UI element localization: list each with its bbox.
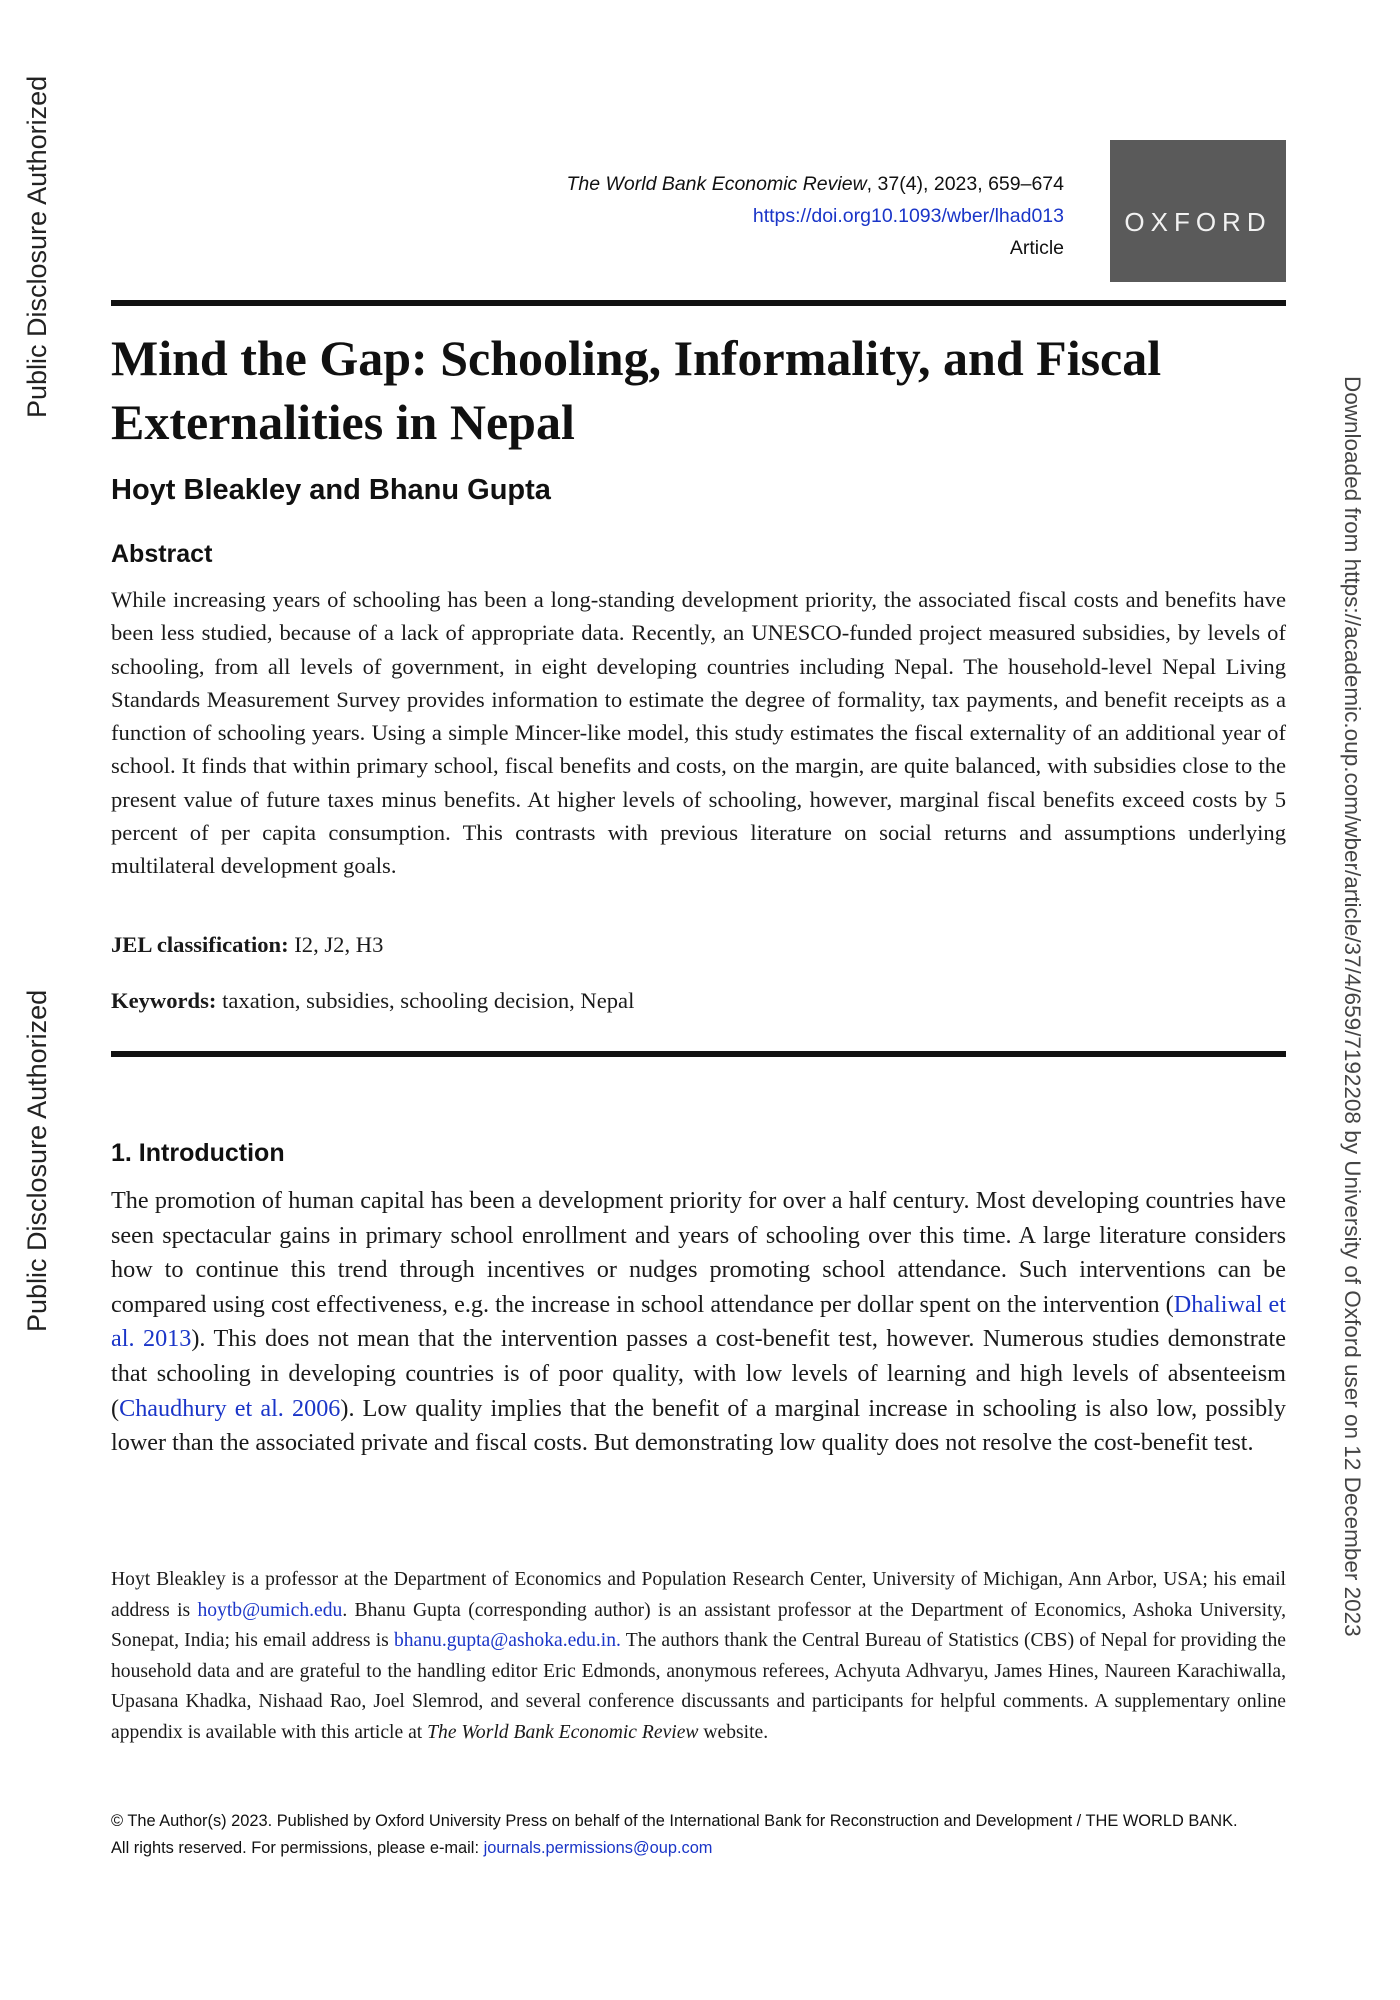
journal-name: The World Bank Economic Review <box>566 173 867 195</box>
introduction-heading: 1. Introduction <box>111 1139 285 1167</box>
jel-label: JEL classification: <box>111 932 289 957</box>
keywords-value: taxation, subsidies, schooling decision, Nepal <box>216 988 635 1013</box>
paper-title: Mind the Gap: Schooling, Informality, and Fiscal Externalities in Nepal <box>111 330 1162 450</box>
journal-citation <box>566 168 1064 200</box>
oxford-logo: OXFORD <box>1110 140 1286 282</box>
citation-link-chaudhury[interactable]: Chaudhury et al. 2006 <box>119 1394 341 1422</box>
header-rule <box>111 300 1286 306</box>
abstract-heading: Abstract <box>111 540 213 568</box>
intro-text-3: ). Low quality implies that the benefit of a marginal increase in schooling is also low, possibly lower than the associated private and fiscal costs. But demonstrating low quality does not resolve the cost-benefit test. <box>111 1394 1286 1457</box>
keywords-label: Keywords: <box>111 988 217 1013</box>
keywords <box>111 988 634 1014</box>
jel-classification <box>111 932 383 958</box>
author-footnote <box>111 1565 1286 1748</box>
footnote-text-3: The authors thank the Central Bureau of Statistics (CBS) of Nepal for providing the household data and are grateful to the handling editor Eric Edmonds, anonymous referees, Achyuta Adhvaryu, James Hines, Naureen Karachiwalla, Upasana Khadka, Nishaad Rao, Joel Slemrod, and several conference discussants and participants for helpful comments. A supplementary online appendix is available with this article at <box>111 1630 1286 1743</box>
permissions-email-link[interactable]: journals.permissions@oup.com <box>483 1839 713 1857</box>
permissions-text: All rights reserved. For permissions, please e-mail: <box>111 1839 484 1857</box>
doi-link[interactable]: https://doi.org10.1093/wber/lhad013 <box>752 205 1064 227</box>
footnote-journal-name: The World Bank Economic Review <box>427 1721 699 1743</box>
paper-authors: Hoyt Bleakley and Bhanu Gupta <box>111 474 551 506</box>
introduction-paragraph <box>111 1184 1286 1461</box>
citation-link-dhaliwal[interactable]: Dhaliwal et al. 2013 <box>111 1290 1286 1353</box>
download-watermark: Downloaded from https://academic.oup.com/wber/article/37/4/659/7192208 by University of Oxford user on 12 December 2023 <box>1340 376 1365 1637</box>
intro-text-2: ). This does not mean that the intervention passes a cost-benefit test, however. Numerous studies demonstrate that schooling in developing countries is of poor quality, with low levels of learning and high levels of absenteeism ( <box>111 1325 1286 1422</box>
journal-metadata <box>566 168 1064 264</box>
abstract-rule <box>111 1051 1286 1057</box>
disclosure-stamp-bottom: Public Disclosure Authorized <box>22 989 52 1332</box>
email-link-gupta[interactable]: bhanu.gupta@ashoka.edu.in. <box>393 1630 621 1651</box>
copyright-notice <box>111 1808 1311 1862</box>
footnote-text-1: Hoyt Bleakley is a professor at the Department of Economics and Population Research Center, University of Michigan, Ann Arbor, USA; his email address is <box>111 1569 1286 1621</box>
journal-volume-pages: , 37(4), 2023, 659–674 <box>866 173 1064 195</box>
email-link-bleakley[interactable]: hoytb@umich.edu <box>197 1599 343 1621</box>
article-type: Article <box>1009 237 1064 259</box>
footnote-text-2: . Bhanu Gupta (corresponding author) is an assistant professor at the Department of Economics, Ashoka University, Sonepat, India; his email address is <box>111 1599 1286 1651</box>
copyright-line-2 <box>111 1835 1311 1862</box>
copyright-line-1: © The Author(s) 2023. Published by Oxford University Press on behalf of the International Bank for Reconstruction and Development / THE WORLD BANK. <box>111 1812 1238 1830</box>
intro-text-1: The promotion of human capital has been a development priority for over a half century. Most developing countries have seen spectacular gains in primary school enrollment and years of schooling over this time. A large literature considers how to continue this trend through incentives or nudges promoting school attendance. Such interventions can be compared using cost effectiveness, e.g. the increase in school attendance per dollar spent on the intervention ( <box>111 1187 1286 1318</box>
footnote-text-4: website. <box>698 1721 769 1743</box>
abstract-text: While increasing years of schooling has been a long-standing development priority, the associated fiscal costs and benefits have been less studied, because of a lack of appropriate data. Recently, an UNESCO-funded project measured subsidies, by levels of schooling, from all levels of government, in eight developing countries including Nepal. The household-level Nepal Living Standards Measurement Survey provides information to estimate the degree of formality, tax payments, and benefit receipts as a function of schooling years. Using a simple Mincer-like model, this study estimates the fiscal externality of an additional year of school. It finds that within primary school, fiscal benefits and costs, on the margin, are quite balanced, with subsidies close to the present value of future taxes minus benefits. At higher levels of schooling, however, marginal fiscal benefits exceed costs by 5 percent of per capita consumption. This contrasts with previous literature on social returns and assumptions underlying multilateral development goals. <box>111 587 1286 879</box>
disclosure-stamp-top: Public Disclosure Authorized <box>22 75 52 418</box>
jel-value: I2, J2, H3 <box>288 932 384 957</box>
